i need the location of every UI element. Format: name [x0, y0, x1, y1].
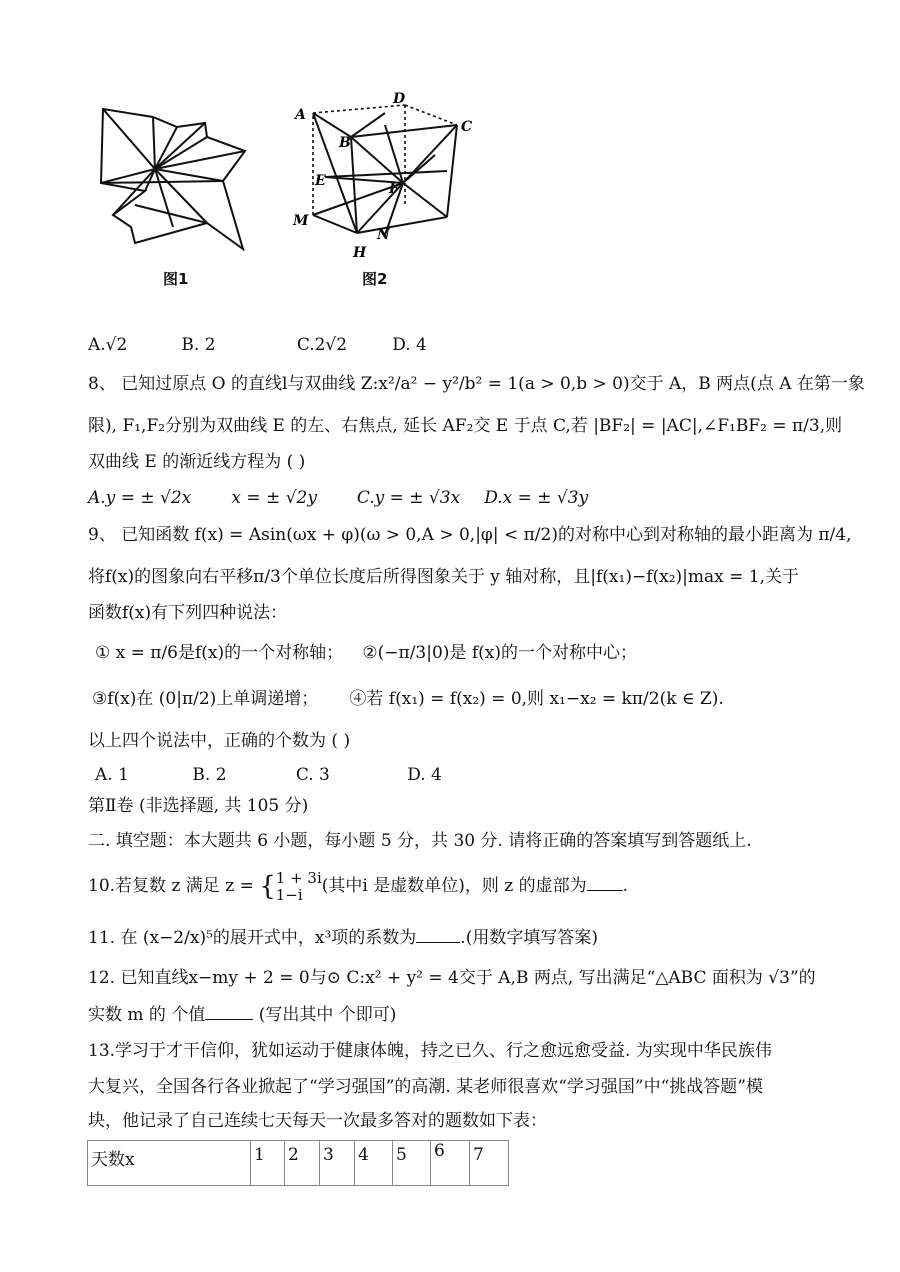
svg-text:F: F [389, 181, 399, 197]
svg-text:N: N [377, 227, 390, 243]
q12-line-2a: 实数 m 的 个值 [88, 1005, 206, 1025]
q9-option-d: D. 4 [407, 765, 442, 785]
q12-line-1: 12. 已知直线x−my + 2 = 0与⊙ C:x² + y² = 4交于 A,B 两点, 写出满足“△ABC 面积为 √3”的 [88, 968, 816, 988]
q9-line-1: 9、 已知函数 f(x) = Asin(ωx + φ)(ω > 0,A > 0,|φ| < π/2)的对称中心到对称轴的最小距离为 π/4, [88, 525, 852, 545]
q9-statement-1: ① x = π/6是f(x)的一个对称轴； [95, 643, 344, 663]
q7-options [88, 334, 427, 356]
svg-text:M: M [293, 213, 309, 229]
table-row [88, 1141, 509, 1186]
figure-1-caption: 图1 [163, 270, 189, 288]
svg-text:C: C [461, 119, 473, 135]
figure-2 [285, 85, 495, 265]
figure-1 [95, 95, 255, 255]
q12-line-2 [88, 1003, 396, 1026]
q9-line-2: 将f(x)的图象向右平移π/3个单位长度后所得图象关于 y 轴对称，且|f(x₁)−f(x₂)|max = 1,关于 [88, 567, 800, 587]
q13-line-2: 大复兴，全国各行各业掀起了“学习强国”的高潮. 某老师很喜欢“学习强国”中“挑战答题”模 [88, 1077, 763, 1097]
table-cell: 2 [285, 1141, 320, 1186]
q8-line-3: 双曲线 E 的渐近线方程为 ( ) [88, 452, 306, 472]
q8-option-c: C.y = ± √3x [356, 488, 461, 508]
q9-statement-2: ②(−π/3|0)是 f(x)的一个对称中心； [362, 643, 637, 663]
q9-option-b: B. 2 [192, 765, 227, 785]
q9-statements-1-2 [95, 642, 637, 664]
q9-line-3: 函数f(x)有下列四种说法： [88, 603, 288, 623]
q9-statements-3-4 [92, 688, 724, 710]
svg-text:H: H [353, 245, 367, 261]
q8-option-a: A.y = ± √2x [88, 488, 192, 508]
q12-line-2b: (写出其中 个即可) [253, 1005, 397, 1025]
q9-line-4: 以上四个说法中，正确的个数为 ( ) [88, 731, 351, 751]
q10-end: . [622, 876, 629, 896]
q8-options [88, 487, 588, 509]
svg-text:E: E [315, 173, 326, 189]
section-2-title: 第Ⅱ卷 (非选择题, 共 105 分) [88, 796, 309, 816]
q11 [88, 926, 598, 949]
section-2-intro: 二. 填空题：本大题共 6 小题，每小题 5 分，共 30 分. 请将正确的答案填写到答题纸上. [88, 831, 752, 851]
table-header-cell: 天数x [88, 1141, 251, 1186]
q13-line-3: 块，他记录了自己连续七天每天一次最多答对的题数如下表： [88, 1111, 547, 1131]
q9-statement-4: ④若 f(x₁) = f(x₂) = 0,则 x₁−x₂ = kπ/2(k ∈ Z). [349, 689, 724, 709]
q9-options [95, 764, 442, 786]
table-cell: 4 [355, 1141, 393, 1186]
q10: 10.若复数 z 满足 z = { 1 + 3i 1−i (其中i 是虚数单位)，则 z 的虚部为 . [88, 868, 629, 904]
q8-option-b: x = ± √2y [231, 488, 317, 508]
table-cell: 6 [431, 1141, 470, 1186]
q7-option-d: D. 4 [392, 335, 427, 355]
svg-text:A: A [295, 107, 306, 123]
table-cell: 1 [251, 1141, 285, 1186]
q10-case-top: 1 + 3i [275, 868, 322, 887]
q11-post: .(用数字填写答案) [460, 928, 598, 948]
table-cell: 5 [393, 1141, 431, 1186]
q9-option-a: A. 1 [95, 765, 129, 785]
q13-line-1: 13.学习于才干信仰，犹如运动于健康体魄，持之已久、行之愈远愈受益. 为实现中华民族伟 [88, 1041, 772, 1061]
q9-option-c: C. 3 [295, 765, 330, 785]
q10-post: (其中i 是虚数单位)，则 z 的虚部为 [321, 876, 587, 896]
svg-text:D: D [393, 91, 406, 107]
q10-pre: 10.若复数 z 满足 z = [88, 876, 260, 896]
q10-case-bottom: 1−i [275, 885, 303, 904]
q12-answer-blank[interactable] [205, 1003, 253, 1020]
q10-cases [276, 870, 322, 904]
q8-line-1: 8、 已知过原点 O 的直线l与双曲线 Z:x²/a² − y²/b² = 1(a > 0,b > 0)交于 A，B 两点(点 A 在第一象 [88, 374, 865, 394]
q9-statement-3: ③f(x)在 (0|π/2)上单调递增； [92, 689, 319, 709]
q8-line-2: 限), F₁,F₂分别为双曲线 E 的左、右焦点, 延长 AF₂交 E 于点 C,若 |BF₂| = |AC|,∠F₁BF₂ = π/3,则 [88, 416, 843, 436]
table-cell: 3 [320, 1141, 355, 1186]
q7-option-b: B. 2 [181, 335, 216, 355]
q7-option-c: C.2√2 [296, 335, 348, 355]
days-table [87, 1140, 509, 1186]
figure-2-caption: 图2 [362, 270, 388, 288]
table-cell: 7 [470, 1141, 509, 1186]
q7-option-a: A.√2 [88, 335, 128, 355]
q10-answer-blank[interactable] [587, 874, 623, 891]
q11-pre: 11. 在 (x−2/x)⁵的展开式中，x³项的系数为 [88, 928, 417, 948]
q8-option-d: D.x = ± √3y [484, 488, 589, 508]
svg-text:B: B [339, 135, 351, 151]
q11-answer-blank[interactable] [416, 926, 460, 943]
